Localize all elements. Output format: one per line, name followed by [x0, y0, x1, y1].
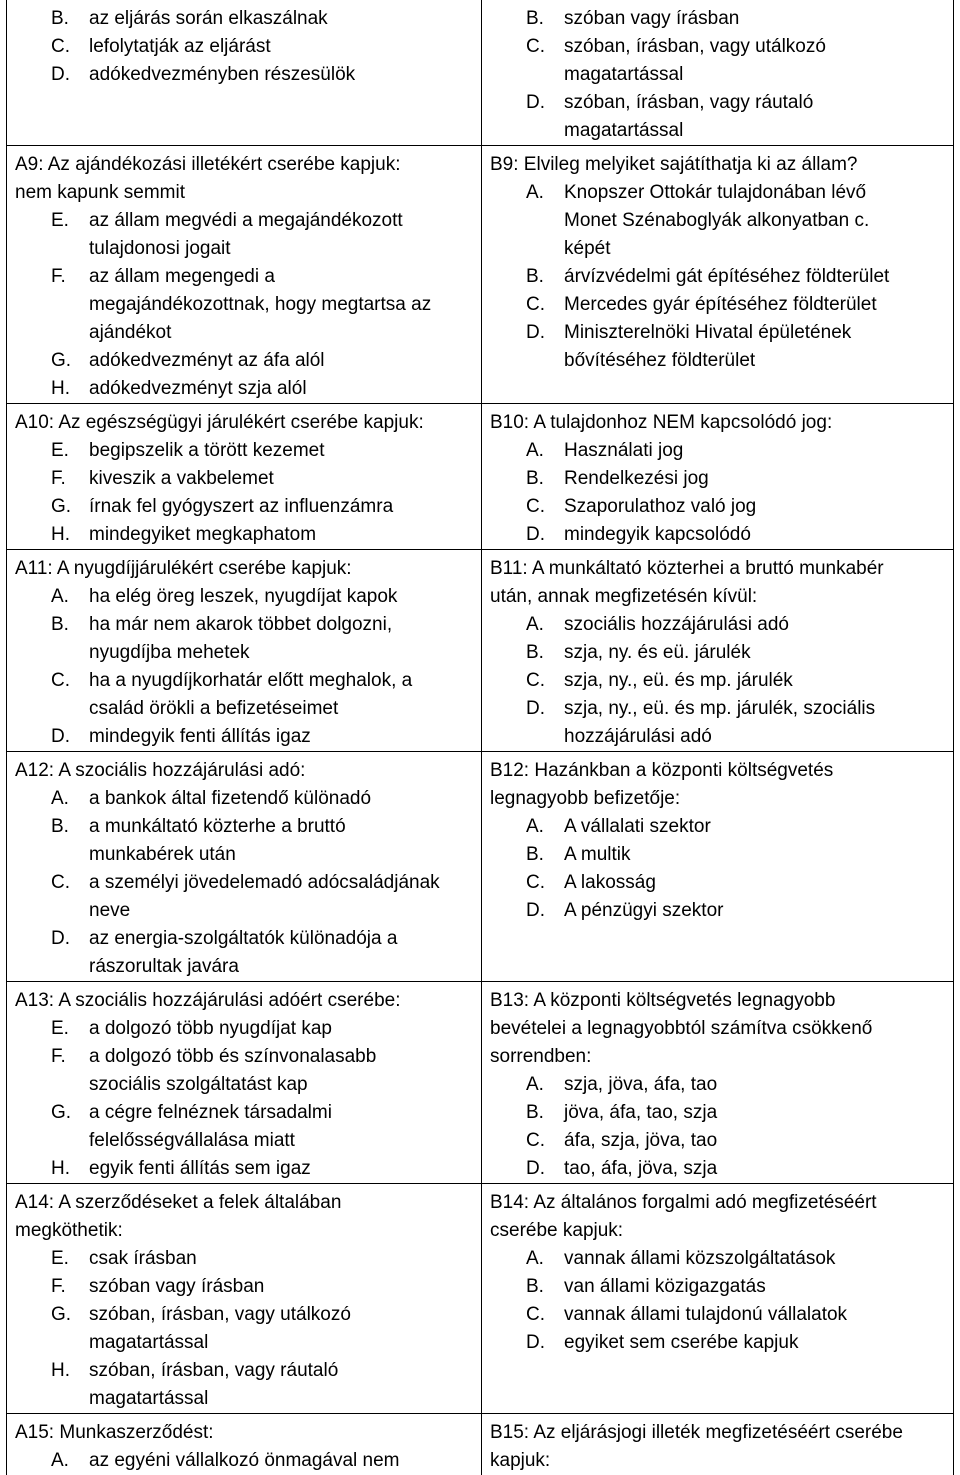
- option-letter: B.: [51, 813, 69, 841]
- option-letter: D.: [526, 1329, 545, 1357]
- option-letter: D.: [51, 723, 70, 751]
- question-line: A13: A szociális hozzájárulási adóért cserébe:: [15, 987, 473, 1015]
- option-letter: A.: [526, 1245, 544, 1273]
- question-cell-right: [482, 0, 954, 146]
- option-letter: H.: [51, 1357, 70, 1385]
- question-cell-right: [482, 1184, 954, 1414]
- option-text: a munkáltató közterhe a bruttó: [89, 813, 473, 841]
- question-line: A12: A szociális hozzájárulási adó:: [15, 757, 473, 785]
- option-text: nyugdíjba mehetek: [89, 639, 473, 667]
- answer-option: [15, 1155, 473, 1183]
- question-row: [7, 146, 954, 404]
- option-text: szóban, írásban, vagy ráutaló: [564, 89, 945, 117]
- question-line: B10: A tulajdonhoz NEM kapcsolódó jog:: [490, 409, 945, 437]
- option-letter: A.: [51, 583, 69, 611]
- option-text: egyik fenti állítás sem igaz: [89, 1155, 473, 1183]
- option-text: van állami közigazgatás: [564, 1273, 945, 1301]
- question-line: A10: Az egészségügyi járulékért cserébe kapjuk:: [15, 409, 473, 437]
- question-cell-right: [482, 404, 954, 550]
- question-text: [490, 987, 945, 1071]
- answer-option: [15, 347, 473, 375]
- option-text: szóban vagy írásban: [89, 1273, 473, 1301]
- option-letter: B.: [526, 841, 544, 869]
- option-text: Monet Szénaboglyák alkonyatban c.: [564, 207, 945, 235]
- answer-option: [15, 437, 473, 465]
- option-letter: B.: [51, 611, 69, 639]
- option-letter: C.: [526, 493, 545, 521]
- question-line: B11: A munkáltató közterhei a bruttó munkabér: [490, 555, 945, 583]
- option-text: család örökli a befizetéseimet: [89, 695, 473, 723]
- option-text: ha a nyugdíjkorhatár előtt meghalok, a: [89, 667, 473, 695]
- question-text: [15, 151, 473, 207]
- question-line: kapjuk:: [490, 1447, 945, 1475]
- answer-option: [490, 639, 945, 667]
- option-text: szóban, írásban, vagy ráutaló: [89, 1357, 473, 1385]
- option-text: A pénzügyi szektor: [564, 897, 945, 925]
- answer-option: [490, 667, 945, 695]
- option-text: vannak állami közszolgáltatások: [564, 1245, 945, 1273]
- option-letter: D.: [526, 319, 545, 347]
- question-cell-left: [7, 982, 482, 1184]
- option-letter: E.: [51, 1245, 69, 1273]
- option-text: magatartással: [564, 117, 945, 145]
- option-letter: B.: [526, 639, 544, 667]
- option-text: mindegyiket megkaphatom: [89, 521, 473, 549]
- option-letter: D.: [526, 897, 545, 925]
- answer-option: [15, 869, 473, 925]
- answer-option: [15, 1273, 473, 1301]
- answer-option: [15, 1447, 473, 1475]
- answer-option: [490, 465, 945, 493]
- option-text: szja, jöva, áfa, tao: [564, 1071, 945, 1099]
- option-letter: D.: [526, 695, 545, 723]
- option-text: Miniszterelnöki Hivatal épületének: [564, 319, 945, 347]
- answer-option: [15, 611, 473, 667]
- question-row: [7, 1414, 954, 1475]
- option-text: mindegyik kapcsolódó: [564, 521, 945, 549]
- question-row: [7, 550, 954, 752]
- option-text: adókedvezményt szja alól: [89, 375, 473, 403]
- option-letter: C.: [526, 667, 545, 695]
- option-text: árvízvédelmi gát építéséhez földterület: [564, 263, 945, 291]
- option-letter: G.: [51, 1301, 71, 1329]
- answer-option: [490, 1329, 945, 1357]
- option-text: jöva, áfa, tao, szja: [564, 1099, 945, 1127]
- question-cell-right: [482, 1414, 954, 1475]
- question-line: legnagyobb befizetője:: [490, 785, 945, 813]
- answer-option: [490, 869, 945, 897]
- option-letter: C.: [51, 667, 70, 695]
- question-line: B14: Az általános forgalmi adó megfizetéséért: [490, 1189, 945, 1217]
- question-line: sorrendben:: [490, 1043, 945, 1071]
- answer-option: [490, 493, 945, 521]
- answer-option: [15, 1043, 473, 1099]
- option-letter: D.: [526, 521, 545, 549]
- answer-option: [15, 667, 473, 723]
- option-text: csak írásban: [89, 1245, 473, 1273]
- option-letter: C.: [526, 869, 545, 897]
- option-text: az állam megvédi a megajándékozott: [89, 207, 473, 235]
- answer-option: [15, 1357, 473, 1413]
- quiz-body: [7, 0, 954, 1475]
- option-text: neve: [89, 897, 473, 925]
- question-line: A14: A szerződéseket a felek általában: [15, 1189, 473, 1217]
- answer-option: [490, 521, 945, 549]
- answer-option: [490, 1245, 945, 1273]
- option-letter: B.: [526, 465, 544, 493]
- answer-option: [490, 1099, 945, 1127]
- question-row: [7, 0, 954, 146]
- option-letter: A.: [526, 437, 544, 465]
- option-text: a személyi jövedelemadó adócsaládjának: [89, 869, 473, 897]
- answer-option: [490, 695, 945, 751]
- option-letter: A.: [526, 611, 544, 639]
- question-row: [7, 982, 954, 1184]
- option-text: szja, ny., eü. és mp. járulék, szociális: [564, 695, 945, 723]
- option-text: áfa, szja, jöva, tao: [564, 1127, 945, 1155]
- question-text: [15, 757, 473, 785]
- question-text: [15, 409, 473, 437]
- option-text: Rendelkezési jog: [564, 465, 945, 493]
- question-cell-left: [7, 0, 482, 146]
- answer-option: [15, 1099, 473, 1155]
- question-line: B9: Elvileg melyiket sajátíthatja ki az állam?: [490, 151, 945, 179]
- question-cell-left: [7, 550, 482, 752]
- answer-option: [15, 1245, 473, 1273]
- question-line: B12: Hazánkban a központi költségvetés: [490, 757, 945, 785]
- option-text: Szaporulathoz való jog: [564, 493, 945, 521]
- answer-option: [490, 1273, 945, 1301]
- answer-option: [15, 1015, 473, 1043]
- option-letter: D.: [51, 61, 70, 89]
- question-row: [7, 1184, 954, 1414]
- question-line: után, annak megfizetésén kívül:: [490, 583, 945, 611]
- question-line: A15: Munkaszerződést:: [15, 1419, 473, 1447]
- option-text: szóban, írásban, vagy utálkozó: [89, 1301, 473, 1329]
- answer-option: [490, 89, 945, 145]
- option-text: begipszelik a törött kezemet: [89, 437, 473, 465]
- question-cell-right: [482, 146, 954, 404]
- option-letter: F.: [51, 1273, 66, 1301]
- question-line: megköthetik:: [15, 1217, 473, 1245]
- option-text: ajándékot: [89, 319, 473, 347]
- option-text: a bankok által fizetendő különadó: [89, 785, 473, 813]
- question-text: [490, 757, 945, 813]
- option-text: hozzájárulási adó: [564, 723, 945, 751]
- answer-option: [15, 521, 473, 549]
- option-text: szóban, írásban, vagy utálkozó: [564, 33, 945, 61]
- option-letter: G.: [51, 1099, 71, 1127]
- answer-option: [490, 33, 945, 89]
- option-letter: D.: [51, 925, 70, 953]
- answer-option: [15, 33, 473, 61]
- question-row: [7, 404, 954, 550]
- option-letter: H.: [51, 1155, 70, 1183]
- option-text: Mercedes gyár építéséhez földterület: [564, 291, 945, 319]
- option-letter: E.: [51, 437, 69, 465]
- answer-option: [15, 785, 473, 813]
- option-text: a cégre felnéznek társadalmi: [89, 1099, 473, 1127]
- answer-option: [15, 375, 473, 403]
- option-letter: G.: [51, 493, 71, 521]
- question-cell-left: [7, 1414, 482, 1475]
- option-text: Használati jog: [564, 437, 945, 465]
- option-letter: F.: [51, 1043, 66, 1071]
- answer-option: [15, 207, 473, 263]
- answer-option: [15, 723, 473, 751]
- answer-option: [490, 1155, 945, 1183]
- option-letter: B.: [526, 1099, 544, 1127]
- option-text: szociális hozzájárulási adó: [564, 611, 945, 639]
- option-letter: B.: [526, 5, 544, 33]
- answer-option: [15, 465, 473, 493]
- question-text: [15, 987, 473, 1015]
- option-letter: D.: [526, 89, 545, 117]
- option-text: az energia-szolgáltatók különadója a: [89, 925, 473, 953]
- answer-option: [490, 179, 945, 263]
- option-text: bővítéséhez földterület: [564, 347, 945, 375]
- option-text: magatartással: [564, 61, 945, 89]
- option-text: adókedvezményben részesülök: [89, 61, 473, 89]
- option-text: szociális szolgáltatást kap: [89, 1071, 473, 1099]
- option-letter: A.: [526, 813, 544, 841]
- option-text: magatartással: [89, 1385, 473, 1413]
- question-text: [490, 409, 945, 437]
- option-text: vannak állami tulajdonú vállalatok: [564, 1301, 945, 1329]
- question-text: [15, 1419, 473, 1447]
- question-line: B15: Az eljárásjogi illeték megfizetéséért cserébe: [490, 1419, 945, 1447]
- option-text: tulajdonosi jogait: [89, 235, 473, 263]
- option-letter: H.: [51, 375, 70, 403]
- answer-option: [15, 263, 473, 347]
- option-letter: B.: [526, 263, 544, 291]
- option-text: az egyéni vállalkozó önmagával nem: [89, 1447, 473, 1475]
- option-letter: C.: [51, 869, 70, 897]
- answer-option: [490, 1127, 945, 1155]
- question-cell-left: [7, 404, 482, 550]
- option-letter: C.: [526, 1301, 545, 1329]
- answer-option: [15, 813, 473, 869]
- question-line: cserébe kapjuk:: [490, 1217, 945, 1245]
- option-text: adókedvezményt az áfa alól: [89, 347, 473, 375]
- option-text: megajándékozottnak, hogy megtartsa az: [89, 291, 473, 319]
- answer-option: [490, 319, 945, 375]
- option-letter: C.: [526, 291, 545, 319]
- option-letter: F.: [51, 465, 66, 493]
- option-text: képét: [564, 235, 945, 263]
- option-letter: A.: [51, 1447, 69, 1475]
- option-letter: E.: [51, 1015, 69, 1043]
- option-text: ha elég öreg leszek, nyugdíjat kapok: [89, 583, 473, 611]
- question-row: [7, 752, 954, 982]
- question-text: [15, 555, 473, 583]
- option-text: az eljárás során elkaszálnak: [89, 5, 473, 33]
- option-text: írnak fel gyógyszert az influenzámra: [89, 493, 473, 521]
- option-text: az állam megengedi a: [89, 263, 473, 291]
- question-text: [490, 151, 945, 179]
- option-text: A multik: [564, 841, 945, 869]
- option-text: ha már nem akarok többet dolgozni,: [89, 611, 473, 639]
- option-text: egyiket sem cserébe kapjuk: [564, 1329, 945, 1357]
- option-text: felelősségvállalása miatt: [89, 1127, 473, 1155]
- question-line: B13: A központi költségvetés legnagyobb: [490, 987, 945, 1015]
- option-text: Knopszer Ottokár tulajdonában lévő: [564, 179, 945, 207]
- answer-option: [490, 291, 945, 319]
- option-letter: G.: [51, 347, 71, 375]
- answer-option: [490, 813, 945, 841]
- option-letter: F.: [51, 263, 66, 291]
- option-letter: B.: [51, 5, 69, 33]
- option-letter: A.: [526, 179, 544, 207]
- question-line: A9: Az ajándékozási illetékért cserébe kapjuk:: [15, 151, 473, 179]
- answer-option: [490, 611, 945, 639]
- answer-option: [15, 493, 473, 521]
- option-letter: B.: [526, 1273, 544, 1301]
- option-letter: C.: [51, 33, 70, 61]
- answer-option: [490, 841, 945, 869]
- question-cell-right: [482, 982, 954, 1184]
- option-letter: H.: [51, 521, 70, 549]
- question-cell-left: [7, 146, 482, 404]
- question-line: bevételei a legnagyobbtól számítva csökkenő: [490, 1015, 945, 1043]
- option-text: szja, ny. és eü. járulék: [564, 639, 945, 667]
- question-line: A11: A nyugdíjjárulékért cserébe kapjuk:: [15, 555, 473, 583]
- question-text: [490, 555, 945, 611]
- option-text: a dolgozó több nyugdíjat kap: [89, 1015, 473, 1043]
- option-text: mindegyik fenti állítás igaz: [89, 723, 473, 751]
- answer-option: [15, 925, 473, 981]
- answer-option: [15, 1301, 473, 1357]
- question-cell-right: [482, 550, 954, 752]
- option-text: tao, áfa, jöva, szja: [564, 1155, 945, 1183]
- option-letter: C.: [526, 1127, 545, 1155]
- option-text: A lakosság: [564, 869, 945, 897]
- answer-option: [15, 5, 473, 33]
- answer-option: [490, 437, 945, 465]
- answer-option: [490, 263, 945, 291]
- option-text: A vállalati szektor: [564, 813, 945, 841]
- option-text: rászorultak javára: [89, 953, 473, 981]
- option-letter: D.: [526, 1155, 545, 1183]
- quiz-table: [6, 0, 954, 1475]
- option-text: szja, ny., eü. és mp. járulék: [564, 667, 945, 695]
- option-letter: A.: [51, 785, 69, 813]
- question-text: [15, 1189, 473, 1245]
- answer-option: [15, 61, 473, 89]
- question-cell-left: [7, 1184, 482, 1414]
- question-text: [490, 1419, 945, 1475]
- question-text: [490, 1189, 945, 1245]
- option-text: magatartással: [89, 1329, 473, 1357]
- option-text: a dolgozó több és színvonalasabb: [89, 1043, 473, 1071]
- option-text: szóban vagy írásban: [564, 5, 945, 33]
- option-letter: C.: [526, 33, 545, 61]
- option-text: lefolytatják az eljárást: [89, 33, 473, 61]
- option-text: kiveszik a vakbelemet: [89, 465, 473, 493]
- answer-option: [15, 583, 473, 611]
- answer-option: [490, 897, 945, 925]
- question-cell-left: [7, 752, 482, 982]
- question-line: nem kapunk semmit: [15, 179, 473, 207]
- answer-option: [490, 1071, 945, 1099]
- option-letter: E.: [51, 207, 69, 235]
- option-letter: A.: [526, 1071, 544, 1099]
- option-text: munkabérek után: [89, 841, 473, 869]
- answer-option: [490, 5, 945, 33]
- question-cell-right: [482, 752, 954, 982]
- answer-option: [490, 1301, 945, 1329]
